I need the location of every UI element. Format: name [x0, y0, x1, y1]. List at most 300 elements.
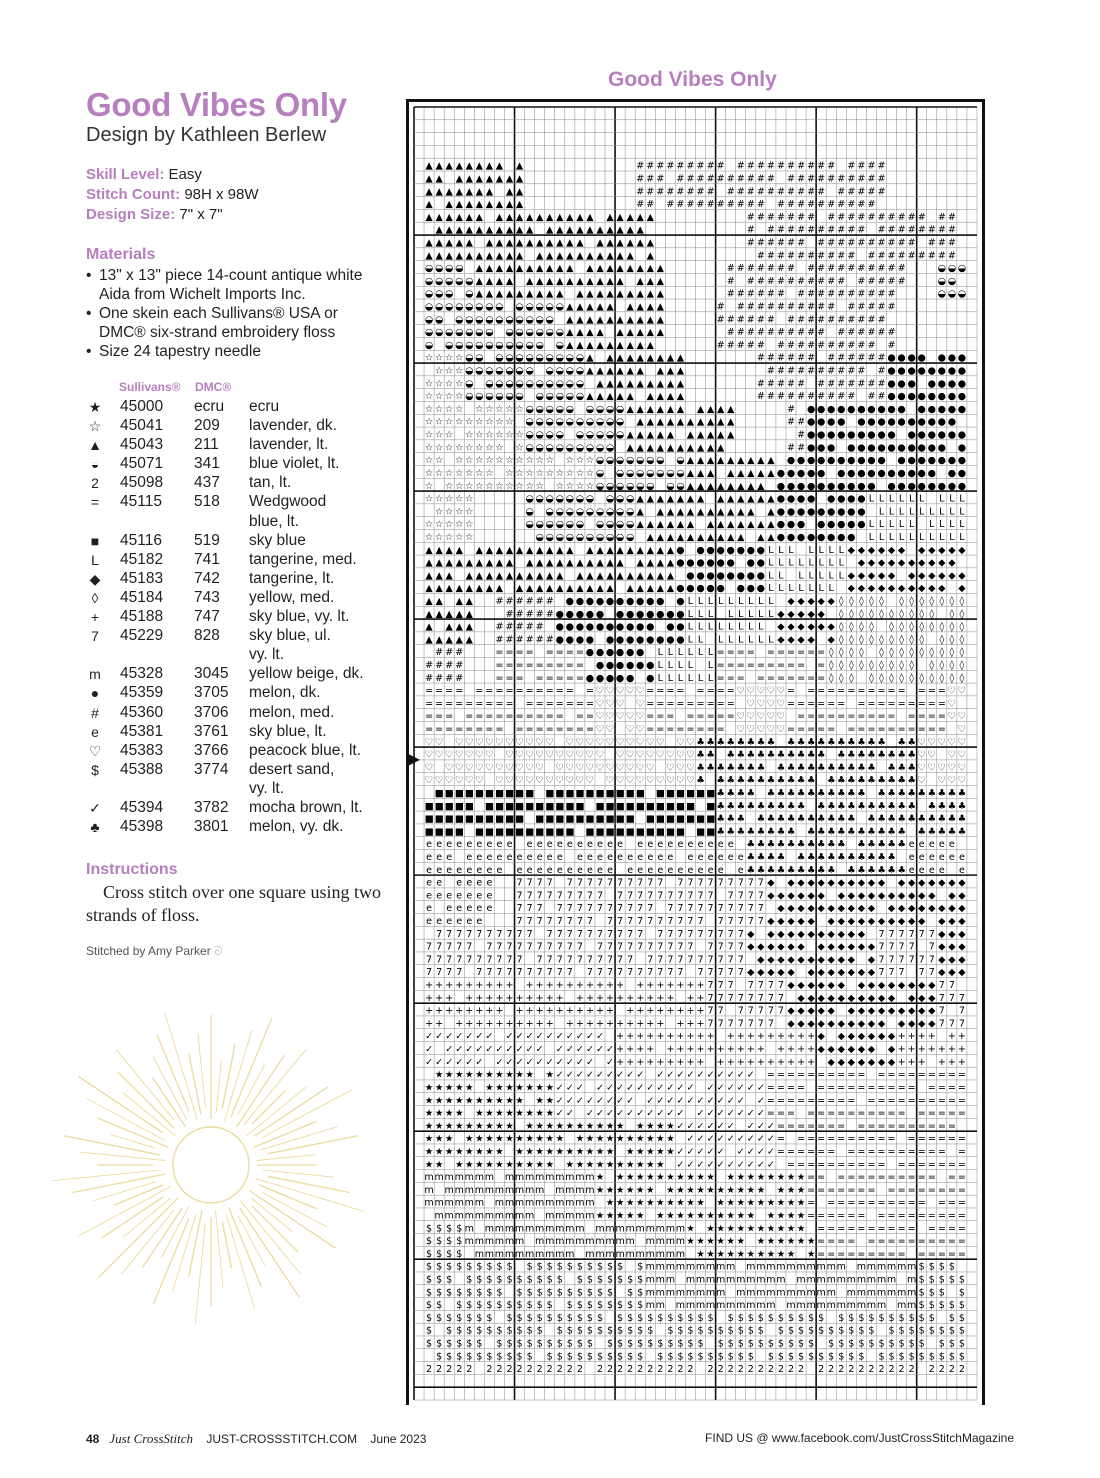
svg-text:✓: ✓	[586, 1095, 594, 1106]
svg-text:▲: ▲	[677, 442, 685, 453]
svg-text:=: =	[495, 686, 503, 697]
svg-text:■: ■	[686, 801, 695, 812]
svg-text:▲: ▲	[626, 250, 634, 261]
svg-text:#: #	[757, 391, 765, 402]
svg-text:✓: ✓	[656, 1095, 664, 1106]
svg-text:=: =	[767, 1082, 775, 1093]
magazine-name: Just CrossStitch	[109, 1431, 193, 1446]
svg-text:♣: ♣	[847, 750, 856, 761]
svg-text:$: $	[838, 1313, 844, 1324]
svg-text:◆: ◆	[888, 1057, 896, 1068]
svg-text:▲: ▲	[566, 314, 574, 325]
svg-text:★: ★	[455, 1082, 464, 1093]
svg-text:▲: ▲	[516, 263, 524, 274]
svg-text:▲: ▲	[697, 494, 705, 505]
svg-text:=: =	[948, 1134, 956, 1145]
svg-text:$: $	[657, 1351, 663, 1362]
svg-text:▲: ▲	[576, 570, 584, 581]
svg-text:◊: ◊	[950, 660, 955, 671]
svg-text:✓: ✓	[495, 1057, 503, 1068]
svg-text:★: ★	[606, 1134, 615, 1145]
svg-text:+: +	[425, 980, 433, 991]
svg-text:★: ★	[445, 1121, 454, 1132]
svg-text:▲: ▲	[707, 430, 715, 441]
svg-text:$: $	[577, 1287, 583, 1298]
svg-text:7: 7	[527, 942, 533, 953]
svg-text:●: ●	[928, 468, 936, 479]
svg-text:♡: ♡	[686, 737, 695, 748]
svg-text:●: ●	[938, 391, 946, 402]
svg-text:m: m	[465, 1185, 474, 1196]
svg-text:7: 7	[567, 954, 573, 965]
svg-text:=: =	[817, 1210, 825, 1221]
svg-text:✓: ✓	[586, 1057, 594, 1068]
svg-text:m: m	[505, 1236, 514, 1247]
svg-text:●: ●	[897, 455, 905, 466]
svg-text:♡: ♡	[465, 750, 474, 761]
svg-text:●: ●	[827, 519, 835, 530]
svg-text:✓: ✓	[757, 1082, 765, 1093]
svg-text:L: L	[959, 506, 965, 517]
svg-text:$: $	[889, 1351, 895, 1362]
svg-text:=: =	[797, 1095, 805, 1106]
svg-text:♣: ♣	[887, 852, 896, 863]
svg-text:L: L	[959, 494, 965, 505]
svg-text:♣: ♣	[948, 788, 957, 799]
svg-text:♣: ♣	[797, 801, 806, 812]
svg-text:■: ■	[636, 801, 645, 812]
svg-text:=: =	[827, 1121, 835, 1132]
svg-text:#: #	[877, 250, 885, 261]
svg-text:#: #	[526, 622, 534, 633]
svg-text:7: 7	[597, 929, 603, 940]
svg-text:▲: ▲	[727, 481, 735, 492]
svg-text:♣: ♣	[887, 839, 896, 850]
svg-text:+: +	[606, 993, 614, 1004]
svg-text:♡: ♡	[958, 775, 967, 786]
svg-text:L: L	[718, 622, 724, 633]
svg-text:+: +	[898, 1044, 906, 1055]
svg-text:$: $	[939, 1338, 945, 1349]
svg-text:●: ●	[907, 430, 915, 441]
svg-text:✓: ✓	[727, 1070, 735, 1081]
svg-text:+: +	[526, 993, 534, 1004]
svg-text:7: 7	[607, 967, 613, 978]
svg-text:+: +	[767, 1031, 775, 1042]
svg-text:●: ●	[596, 622, 604, 633]
svg-text:▲: ▲	[657, 314, 665, 325]
svg-text:7: 7	[677, 942, 683, 953]
svg-text:♣: ♣	[897, 750, 906, 761]
svg-text:▲: ▲	[626, 314, 634, 325]
svg-text:◆: ◆	[757, 954, 765, 965]
svg-text:☆: ☆	[445, 494, 454, 505]
svg-text:▲: ▲	[637, 302, 645, 313]
svg-text:◒: ◒	[535, 519, 543, 530]
svg-text:♣: ♣	[857, 775, 866, 786]
svg-text:7: 7	[517, 903, 523, 914]
svg-text:♣: ♣	[827, 839, 836, 850]
key-sullivans-number: 45383	[120, 742, 163, 760]
svg-text:♣: ♣	[807, 814, 816, 825]
svg-text:◒: ◒	[546, 378, 554, 389]
page-number: 48	[86, 1432, 99, 1446]
svg-text:$: $	[527, 1262, 533, 1273]
svg-text:■: ■	[515, 801, 524, 812]
svg-text:■: ■	[535, 826, 544, 837]
svg-text:$: $	[486, 1262, 492, 1273]
svg-text:m: m	[505, 1210, 514, 1221]
svg-text:$: $	[527, 1300, 533, 1311]
svg-text:▲: ▲	[616, 327, 624, 338]
svg-text:▲: ▲	[536, 212, 544, 223]
svg-text:●: ●	[797, 532, 805, 543]
svg-text:☆: ☆	[455, 519, 464, 530]
svg-text:+: +	[697, 993, 705, 1004]
svg-text:▲: ▲	[466, 558, 474, 569]
svg-text:+: +	[928, 1044, 936, 1055]
svg-text:7: 7	[567, 890, 573, 901]
svg-text:◒: ◒	[425, 289, 433, 300]
svg-text:=: =	[817, 647, 825, 658]
svg-text:#: #	[847, 238, 855, 249]
svg-text:☆: ☆	[455, 353, 464, 364]
svg-text:=: =	[857, 1249, 865, 1260]
svg-text:■: ■	[636, 788, 645, 799]
svg-text:2: 2	[708, 1364, 714, 1375]
svg-text:♡: ♡	[505, 775, 514, 786]
svg-text:✓: ✓	[526, 1031, 534, 1042]
svg-text:◊: ◊	[879, 660, 884, 671]
svg-text:=: =	[656, 698, 664, 709]
svg-text:m: m	[736, 1287, 745, 1298]
svg-text:▲: ▲	[606, 225, 614, 236]
svg-text:●: ●	[948, 417, 956, 428]
svg-text:$: $	[537, 1313, 543, 1324]
svg-text:◆: ◆	[918, 1018, 926, 1029]
svg-text:♡: ♡	[566, 775, 575, 786]
svg-text:☆: ☆	[586, 455, 595, 466]
svg-text:7: 7	[878, 929, 884, 940]
svg-text:☆: ☆	[515, 404, 524, 415]
svg-text:▲: ▲	[637, 366, 645, 377]
svg-text:★: ★	[626, 1185, 635, 1196]
svg-text:●: ●	[837, 481, 845, 492]
svg-text:▲: ▲	[626, 212, 634, 223]
svg-text:2: 2	[718, 1364, 724, 1375]
svg-text:●: ●	[747, 558, 755, 569]
svg-text:=: =	[827, 711, 835, 722]
svg-text:♣: ♣	[807, 852, 816, 863]
svg-text:♡: ♡	[495, 737, 504, 748]
svg-text:m: m	[595, 1236, 604, 1247]
svg-text:L: L	[889, 519, 895, 530]
svg-text:◒: ◒	[586, 404, 594, 415]
svg-text:▲: ▲	[596, 558, 604, 569]
svg-text:●: ●	[918, 455, 926, 466]
svg-text:◒: ◒	[636, 481, 644, 492]
svg-text:m: m	[907, 1300, 916, 1311]
svg-text:●: ●	[837, 417, 845, 428]
svg-text:◊: ◊	[950, 609, 955, 620]
svg-text:♡: ♡	[505, 737, 514, 748]
svg-text:☆: ☆	[435, 404, 444, 415]
svg-text:▲: ▲	[626, 583, 634, 594]
svg-text:▲: ▲	[496, 583, 504, 594]
svg-text:m: m	[857, 1300, 866, 1311]
svg-text:L: L	[688, 673, 694, 684]
svg-text:L: L	[819, 570, 825, 581]
svg-text:▲: ▲	[767, 532, 775, 543]
svg-text:▲: ▲	[606, 238, 614, 249]
svg-text:e: e	[497, 839, 503, 850]
svg-text:m: m	[565, 1236, 574, 1247]
svg-text:#: #	[928, 250, 936, 261]
svg-text:■: ■	[656, 788, 665, 799]
svg-text:=: =	[857, 1198, 865, 1209]
svg-text:●: ●	[877, 417, 885, 428]
svg-text:◒: ◒	[606, 519, 614, 530]
svg-text:◒: ◒	[485, 391, 493, 402]
key-sullivans-number: 45182	[120, 551, 163, 569]
svg-text:●: ●	[636, 622, 644, 633]
svg-text:♡: ♡	[767, 686, 776, 697]
svg-text:#: #	[737, 161, 745, 172]
svg-text:7: 7	[597, 967, 603, 978]
svg-text:#: #	[707, 161, 715, 172]
svg-text:▲: ▲	[657, 558, 665, 569]
svg-text:★: ★	[706, 1172, 715, 1183]
svg-text:$: $	[446, 1313, 452, 1324]
svg-text:$: $	[718, 1326, 724, 1337]
svg-text:◊: ◊	[859, 660, 864, 671]
svg-text:✓: ✓	[516, 1044, 524, 1055]
svg-text:+: +	[495, 993, 503, 1004]
svg-text:★: ★	[706, 1185, 715, 1196]
svg-text:▲: ▲	[516, 199, 524, 210]
svg-text:■: ■	[455, 814, 464, 825]
svg-text:#: #	[747, 289, 755, 300]
svg-text:▲: ▲	[556, 212, 564, 223]
svg-text:$: $	[517, 1300, 523, 1311]
svg-text:m: m	[776, 1274, 785, 1285]
svg-text:◒: ◒	[586, 417, 594, 428]
svg-text:=: =	[827, 724, 835, 735]
svg-text:7: 7	[537, 903, 543, 914]
svg-text:▲: ▲	[757, 481, 765, 492]
svg-text:#: #	[425, 660, 433, 671]
svg-text:●: ●	[797, 455, 805, 466]
svg-text:#: #	[867, 327, 875, 338]
svg-text:$: $	[577, 1300, 583, 1311]
svg-text:◒: ◒	[546, 391, 554, 402]
svg-text:▲: ▲	[697, 430, 705, 441]
svg-text:L: L	[708, 673, 714, 684]
svg-text:▲: ▲	[647, 327, 655, 338]
svg-text:$: $	[426, 1274, 432, 1285]
svg-text:★: ★	[475, 1108, 484, 1119]
svg-text:7: 7	[647, 890, 653, 901]
svg-text:♡: ♡	[545, 775, 554, 786]
svg-text:✓: ✓	[717, 1121, 725, 1132]
svg-text:7: 7	[939, 980, 945, 991]
svg-text:=: =	[857, 1185, 865, 1196]
svg-text:✓: ✓	[586, 1108, 594, 1119]
svg-text:★: ★	[616, 1121, 625, 1132]
svg-text:=: =	[807, 1108, 815, 1119]
svg-text:◆: ◆	[878, 558, 886, 569]
svg-text:◆: ◆	[938, 942, 946, 953]
swirl-ornament-icon: ᘐ	[214, 944, 222, 958]
svg-text:$: $	[858, 1326, 864, 1337]
svg-text:$: $	[547, 1338, 553, 1349]
svg-text:▲: ▲	[637, 263, 645, 274]
svg-text:m: m	[716, 1287, 725, 1298]
svg-text:#: #	[546, 596, 554, 607]
svg-text:▲: ▲	[526, 545, 534, 556]
svg-text:#: #	[898, 225, 906, 236]
svg-text:▲: ▲	[657, 583, 665, 594]
svg-text:#: #	[666, 186, 674, 197]
svg-text:=: =	[807, 1210, 815, 1221]
svg-text:+: +	[616, 1044, 624, 1055]
svg-text:★: ★	[636, 1146, 645, 1157]
svg-text:◆: ◆	[848, 878, 856, 889]
svg-text:$: $	[577, 1262, 583, 1273]
svg-text:m: m	[495, 1198, 504, 1209]
svg-text:=: =	[847, 1146, 855, 1157]
key-dmc-number: 3774	[194, 761, 228, 779]
svg-text:=: =	[867, 1121, 875, 1132]
svg-text:m: m	[676, 1223, 685, 1234]
svg-text:=: =	[787, 686, 795, 697]
svg-text:◆: ◆	[948, 942, 956, 953]
svg-text:✓: ✓	[656, 1108, 664, 1119]
svg-text:#: #	[636, 186, 644, 197]
svg-text:▲: ▲	[657, 263, 665, 274]
svg-text:7: 7	[627, 954, 633, 965]
svg-text:■: ■	[535, 814, 544, 825]
svg-text:✓: ✓	[666, 1095, 674, 1106]
svg-text:$: $	[476, 1274, 482, 1285]
svg-text:+: +	[516, 1006, 524, 1017]
svg-text:=: =	[666, 698, 674, 709]
svg-text:♡: ♡	[455, 750, 464, 761]
svg-text:♣: ♣	[917, 788, 926, 799]
svg-text:▲: ▲	[425, 174, 433, 185]
svg-text:♡: ♡	[455, 775, 464, 786]
svg-text:+: +	[425, 993, 433, 1004]
svg-text:=: =	[958, 1249, 966, 1260]
svg-text:●: ●	[777, 519, 785, 530]
svg-text:●: ●	[636, 660, 644, 671]
svg-text:◒: ◒	[485, 302, 493, 313]
svg-text:7: 7	[466, 942, 472, 953]
svg-text:♣: ♣	[767, 865, 776, 876]
svg-text:=: =	[958, 1185, 966, 1196]
svg-text:▲: ▲	[757, 494, 765, 505]
svg-text:=: =	[898, 1236, 906, 1247]
svg-text:▲: ▲	[526, 558, 534, 569]
svg-text:●: ●	[887, 366, 895, 377]
svg-text:▲: ▲	[516, 289, 524, 300]
svg-text:L: L	[869, 519, 875, 530]
svg-text:m: m	[646, 1249, 655, 1260]
svg-text:◒: ◒	[626, 519, 634, 530]
sun-ray	[189, 1210, 202, 1277]
svg-text:♡: ♡	[736, 724, 745, 735]
svg-text:#: #	[757, 263, 765, 274]
svg-text:e: e	[517, 852, 523, 863]
svg-text:♣: ♣	[887, 788, 896, 799]
svg-text:+: +	[656, 993, 664, 1004]
svg-text:m: m	[555, 1185, 564, 1196]
svg-text:■: ■	[575, 788, 584, 799]
svg-text:#: #	[867, 250, 875, 261]
svg-text:m: m	[766, 1300, 775, 1311]
svg-text:=: =	[837, 1070, 845, 1081]
stitch-count-value: 98H x 98W	[184, 186, 258, 203]
svg-text:●: ●	[676, 622, 684, 633]
svg-text:=: =	[455, 686, 463, 697]
svg-text:●: ●	[907, 366, 915, 377]
svg-text:m: m	[726, 1300, 735, 1311]
svg-text:+: +	[425, 1006, 433, 1017]
svg-text:☆: ☆	[495, 430, 504, 441]
svg-text:●: ●	[777, 506, 785, 517]
svg-text:m: m	[686, 1287, 695, 1298]
svg-text:★: ★	[495, 1134, 504, 1145]
svg-text:♡: ♡	[576, 762, 585, 773]
svg-text:=: =	[837, 1159, 845, 1170]
svg-text:◊: ◊	[919, 634, 924, 645]
svg-text:+: +	[636, 980, 644, 991]
svg-text:✓: ✓	[697, 1121, 705, 1132]
skill-level-label: Skill Level:	[86, 166, 164, 183]
svg-text:♡: ♡	[666, 775, 675, 786]
key-color-name: desert sand,	[249, 761, 334, 779]
svg-text:#: #	[918, 225, 926, 236]
svg-text:★: ★	[525, 1159, 534, 1170]
svg-text:$: $	[919, 1274, 925, 1285]
svg-text:=: =	[918, 724, 926, 735]
svg-text:L: L	[949, 494, 955, 505]
svg-text:#: #	[646, 174, 654, 185]
svg-text:e: e	[497, 852, 503, 863]
svg-text:L: L	[718, 596, 724, 607]
svg-text:♡: ♡	[676, 750, 685, 761]
svg-text:$: $	[426, 1262, 432, 1273]
svg-text:#: #	[847, 289, 855, 300]
svg-text:☆: ☆	[435, 442, 444, 453]
svg-text:◆: ◆	[817, 967, 825, 978]
svg-text:+: +	[495, 1006, 503, 1017]
svg-text:=: =	[807, 1172, 815, 1183]
svg-text:◒: ◒	[435, 263, 443, 274]
svg-text:★: ★	[485, 1070, 494, 1081]
svg-text:=: =	[888, 1210, 896, 1221]
svg-text:+: +	[777, 1044, 785, 1055]
svg-text:♣: ♣	[817, 750, 826, 761]
svg-text:m: m	[766, 1274, 775, 1285]
svg-text:◊: ◊	[869, 596, 874, 607]
svg-text:■: ■	[475, 788, 484, 799]
svg-text:=: =	[847, 686, 855, 697]
svg-text:+: +	[646, 1018, 654, 1029]
sun-ray	[123, 1198, 171, 1237]
svg-text:★: ★	[576, 1121, 585, 1132]
svg-text:★: ★	[535, 1121, 544, 1132]
